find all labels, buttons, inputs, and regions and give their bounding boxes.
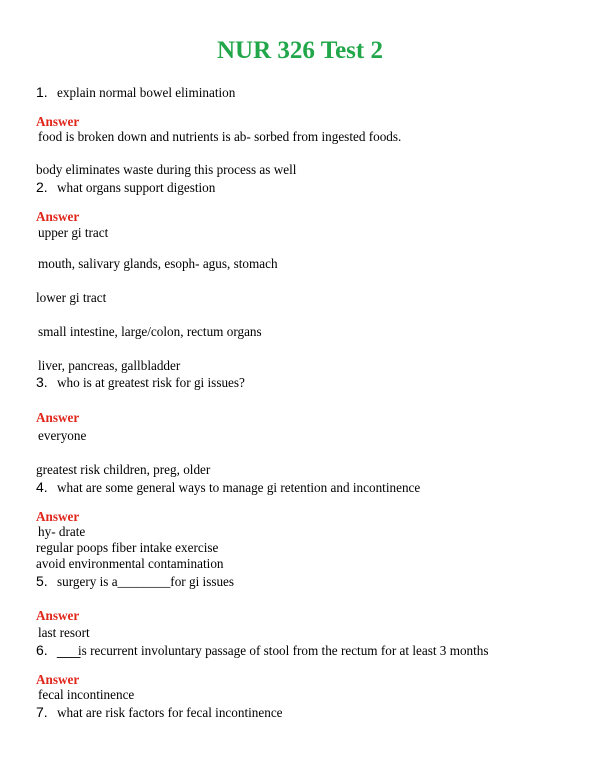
answer-line: everyone (38, 428, 87, 443)
answer-line: avoid environmental contamination (36, 556, 224, 571)
answer-label: Answer (36, 114, 80, 129)
answer-label: Answer (36, 410, 80, 425)
question-text: who is at greatest risk for gi issues? (57, 375, 245, 390)
answer-line: upper gi tract (38, 225, 109, 240)
question-number: 6. (36, 642, 48, 658)
answer-label: Answer (36, 608, 80, 623)
answer-label: Answer (36, 672, 80, 687)
answer-line: hy- drate (38, 524, 86, 539)
question-number: 5. (36, 573, 48, 589)
answer-line: small intestine, large/colon, rectum organs (38, 324, 262, 339)
answer-line: regular poops fiber intake exercise (36, 540, 219, 555)
question-text: surgery is a________for gi issues (57, 574, 235, 589)
question-number: 3. (36, 374, 48, 390)
question-number: 1. (36, 84, 48, 100)
question-text: what are some general ways to manage gi retention and incontinence (57, 480, 421, 495)
answer-line: last resort (38, 625, 90, 640)
question-number: 2. (36, 179, 48, 195)
question-text: is recurrent involuntary passage of stool from the rectum for at least 3 months (78, 643, 489, 658)
answer-line: body eliminates waste during this process as well (36, 162, 297, 177)
answer-line: food is broken down and nutrients is ab- sorbed from ingested foods. (38, 129, 402, 144)
answer-label: Answer (36, 209, 80, 224)
question-blank: ___ (57, 642, 81, 658)
answer-line: liver, pancreas, gallbladder (38, 358, 181, 373)
question-text: explain normal bowel elimination (57, 85, 236, 100)
question-text: what organs support digestion (57, 180, 216, 195)
question-number: 4. (36, 479, 48, 495)
answer-line: greatest risk children, preg, older (36, 462, 211, 477)
answer-line: lower gi tract (36, 290, 107, 305)
question-text: what are risk factors for fecal incontinence (57, 705, 283, 720)
question-number: 7. (36, 704, 48, 720)
answer-line: mouth, salivary glands, esoph- agus, stomach (38, 256, 278, 271)
answer-label: Answer (36, 509, 80, 524)
page-title: NUR 326 Test 2 (217, 37, 383, 64)
answer-line: fecal incontinence (38, 687, 135, 702)
